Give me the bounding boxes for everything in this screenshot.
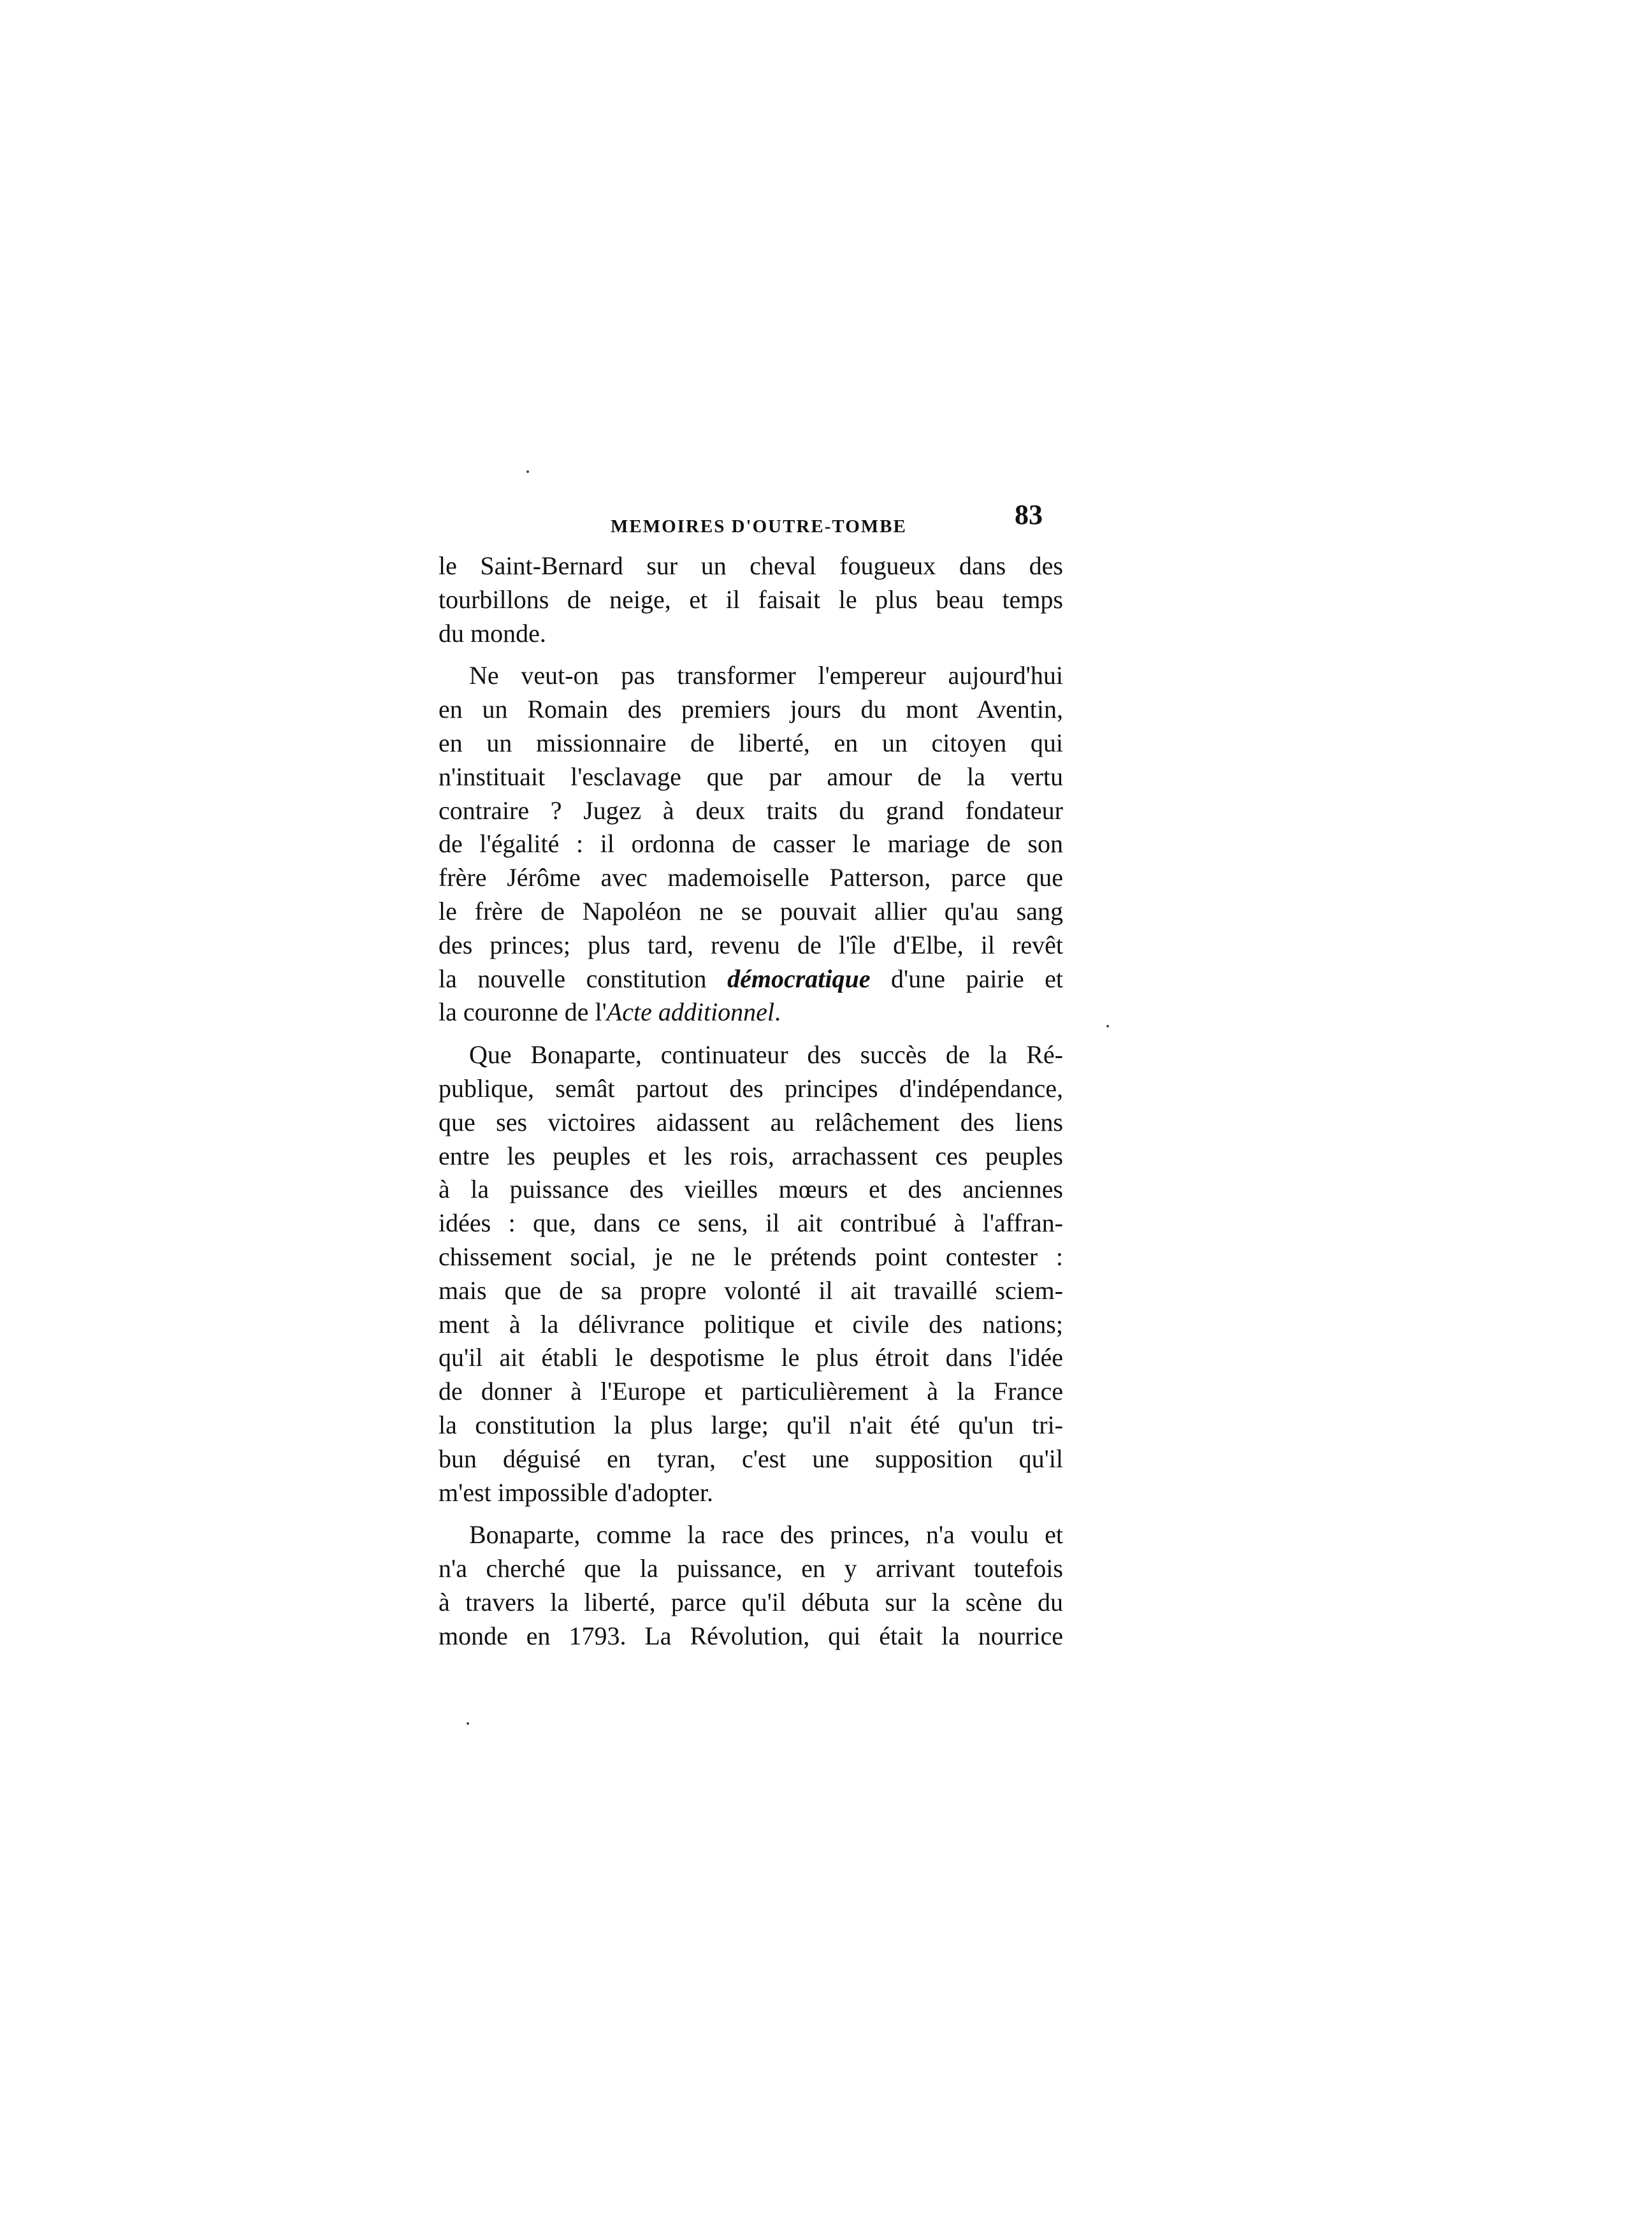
text-line: n'instituait l'esclavage que par amour de la vertu: [438, 762, 1063, 791]
italic-title: Acte additionnel: [606, 998, 775, 1027]
text-line: de l'égalité : il ordonna de casser le mariage de son: [438, 829, 1063, 859]
text-line: du monde.: [438, 618, 546, 648]
text-line: entre les peuples et les rois, arrachassent ces peuples: [438, 1141, 1063, 1170]
paragraph-2: [438, 659, 1063, 1029]
line-text: la couronne de l': [438, 998, 607, 1027]
body-text: [438, 549, 1063, 1653]
text-line-with-emphasis: [438, 996, 1063, 1029]
paragraph-3: [438, 1038, 1063, 1509]
text-line: monde en 1793. La Révolution, qui était la nourrice: [438, 1621, 1063, 1650]
line-text: la nouvelle constitution: [438, 964, 728, 993]
text-line-with-emphasis: [438, 962, 1063, 996]
text-line: des princes; plus tard, revenu de l'île d'Elbe, il revêt: [438, 930, 1063, 959]
text-line: tourbillons de neige, et il faisait le plus beau temps: [438, 584, 1063, 614]
page-speck: [1106, 1025, 1109, 1027]
text-line: Que Bonaparte, continuateur des succès de la Ré-: [469, 1040, 1063, 1070]
text-line: bun déguisé en tyran, c'est une supposition qu'il: [438, 1444, 1063, 1473]
line-text: .: [774, 998, 781, 1027]
text-line: le frère de Napoléon ne se pouvait allier qu'au sang: [438, 896, 1063, 926]
page-speck: [467, 1722, 469, 1725]
text-line: le Saint-Bernard sur un cheval fougueux dans des: [438, 551, 1063, 580]
text-line: en un Romain des premiers jours du mont Aventin,: [438, 695, 1063, 724]
emphasized-word: démocratique: [727, 964, 871, 993]
line-text: d'une pairie et: [870, 964, 1063, 993]
running-head: MEMOIRES D'OUTRE-TOMBE: [611, 516, 907, 537]
text-line: à travers la liberté, parce qu'il débuta sur la scène du: [438, 1587, 1063, 1616]
text-line: Bonaparte, comme la race des princes, n'a voulu et: [469, 1520, 1063, 1550]
text-line: qu'il ait établi le despotisme le plus étroit dans l'idée: [438, 1343, 1063, 1372]
text-line: n'a cherché que la puissance, en y arrivant toutefois: [438, 1554, 1063, 1583]
page-speck: [526, 470, 529, 473]
text-line: frère Jérôme avec mademoiselle Patterson, parce que: [438, 863, 1063, 892]
page-number: 83: [1015, 499, 1043, 530]
text-line: en un missionnaire de liberté, en un citoyen qui: [438, 728, 1063, 757]
text-line: m'est impossible d'adopter.: [438, 1477, 714, 1507]
paragraph-1: [438, 549, 1063, 650]
text-line: de donner à l'Europe et particulièrement à la France: [438, 1377, 1063, 1406]
text-line: Ne veut-on pas transformer l'empereur aujourd'hui: [469, 661, 1063, 690]
text-line: que ses victoires aidassent au relâchement des liens: [438, 1107, 1063, 1136]
text-line: ment à la délivrance politique et civile des nations;: [438, 1309, 1063, 1339]
text-line: mais que de sa propre volonté il ait travaillé sciem-: [438, 1275, 1063, 1305]
text-line: chissement social, je ne le prétends point contester :: [438, 1242, 1063, 1271]
text-line: la constitution la plus large; qu'il n'ait été qu'un tri-: [438, 1410, 1063, 1439]
text-line: à la puissance des vieilles mœurs et des anciennes: [438, 1175, 1063, 1204]
text-line: idées : que, dans ce sens, il ait contribué à l'affran-: [438, 1209, 1063, 1238]
paragraph-4: [438, 1518, 1063, 1653]
page-header: [438, 498, 1063, 537]
text-line: publique, semât partout des principes d'indépendance,: [438, 1073, 1063, 1103]
text-line: contraire ? Jugez à deux traits du grand fondateur: [438, 795, 1063, 825]
